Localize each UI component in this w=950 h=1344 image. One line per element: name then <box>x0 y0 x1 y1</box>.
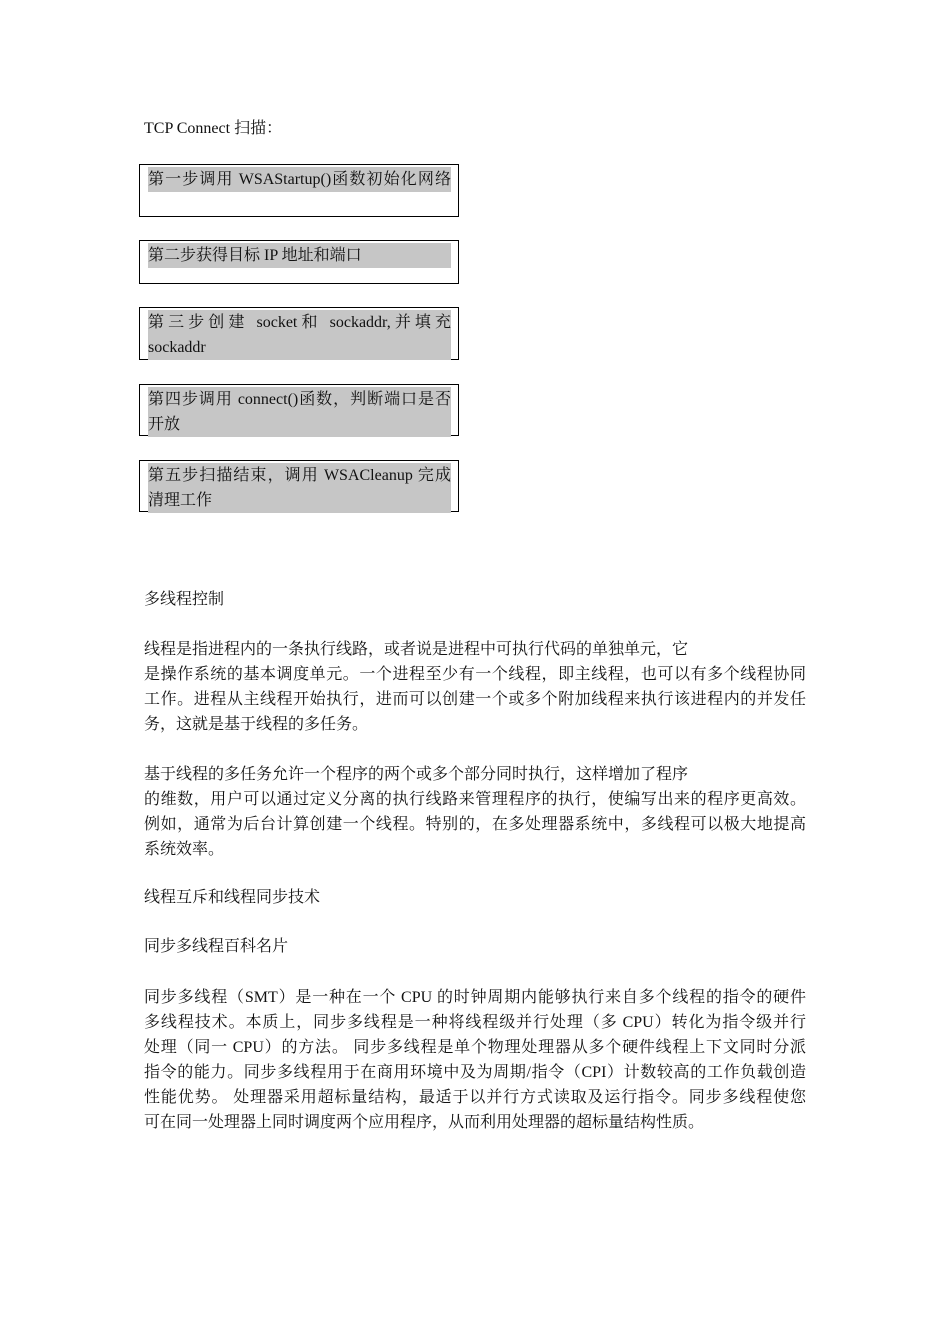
step-1-line-1: 第一步调用 WSAStartup()函数初始化网络 <box>148 171 451 188</box>
paragraph-line: 工作。进程从主线程开始执行，进而可以创建一个或多个附加线程来执行该进程内的并发任 <box>144 691 806 708</box>
section-title-tcp-connect: TCP Connect 扫描： <box>144 120 283 137</box>
step-3-line-1: 第三步创建 socket和 sockaddr,并填充 <box>148 314 451 331</box>
step-box-5 <box>139 460 459 512</box>
step-box-4 <box>139 384 459 436</box>
paragraph-line: 可在同一处理器上同时调度两个应用程序，从而利用处理器的超标量结构性质。 <box>144 1114 705 1131</box>
paragraph-thread-definition <box>144 637 806 737</box>
paragraph-line: 线程是指进程内的一条执行线路，或者说是进程中可执行代码的单独单元，它 <box>144 641 689 658</box>
paragraph-line: 的维数，用户可以通过定义分离的执行线路来管理程序的执行，使编写出来的程序更高效。 <box>144 791 806 808</box>
heading-thread-mutex-sync: 线程互斥和线程同步技术 <box>144 889 321 906</box>
paragraph-line: 同步多线程（SMT）是一种在一个 CPU 的时钟周期内能够执行来自多个线程的指令的硬件 <box>144 989 806 1006</box>
step-box-3 <box>139 307 459 360</box>
step-2-line-1: 第二步获得目标 IP 地址和端口 <box>148 247 362 264</box>
paragraph-line: 是操作系统的基本调度单元。一个进程至少有一个线程，即主线程，也可以有多个线程协同 <box>144 666 806 683</box>
paragraph-line: 指令的能力。同步多线程用于在商用环境中及为周期/指令（CPI）计数较高的工作负载创造 <box>144 1064 806 1081</box>
paragraph-line: 例如，通常为后台计算创建一个线程。特别的，在多处理器系统中，多线程可以极大地提高 <box>144 816 806 833</box>
paragraph-line: 处理（同一 CPU）的方法。 同步多线程是单个物理处理器从多个硬件线程上下文同时分派 <box>144 1039 806 1056</box>
step-box-1 <box>139 164 459 217</box>
step-3-line-2: sockaddr <box>148 339 206 356</box>
paragraph-smt <box>144 985 806 1135</box>
step-4-line-2: 开放 <box>148 416 181 433</box>
step-5-line-2: 清理工作 <box>148 492 213 509</box>
step-5-line-1: 第五步扫描结束，调用 WSACleanup 完成 <box>148 467 451 484</box>
paragraph-line: 性能优势。 处理器采用超标量结构，最适于以并行方式读取及运行指令。同步多线程使您 <box>144 1089 806 1106</box>
paragraph-line: 基于线程的多任务允许一个程序的两个或多个部分同时执行，这样增加了程序 <box>144 766 689 783</box>
heading-multithread-control: 多线程控制 <box>144 591 225 608</box>
heading-smt-card: 同步多线程百科名片 <box>144 938 289 955</box>
paragraph-line: 系统效率。 <box>144 841 225 858</box>
paragraph-line: 多线程技术。本质上，同步多线程是一种将线程级并行处理（多 CPU）转化为指令级并行 <box>144 1014 806 1031</box>
step-4-line-1: 第四步调用 connect()函数，判断端口是否 <box>148 391 451 408</box>
paragraph-thread-multitask <box>144 762 806 862</box>
step-box-2 <box>139 240 459 284</box>
paragraph-line: 务，这就是基于线程的多任务。 <box>144 716 369 733</box>
